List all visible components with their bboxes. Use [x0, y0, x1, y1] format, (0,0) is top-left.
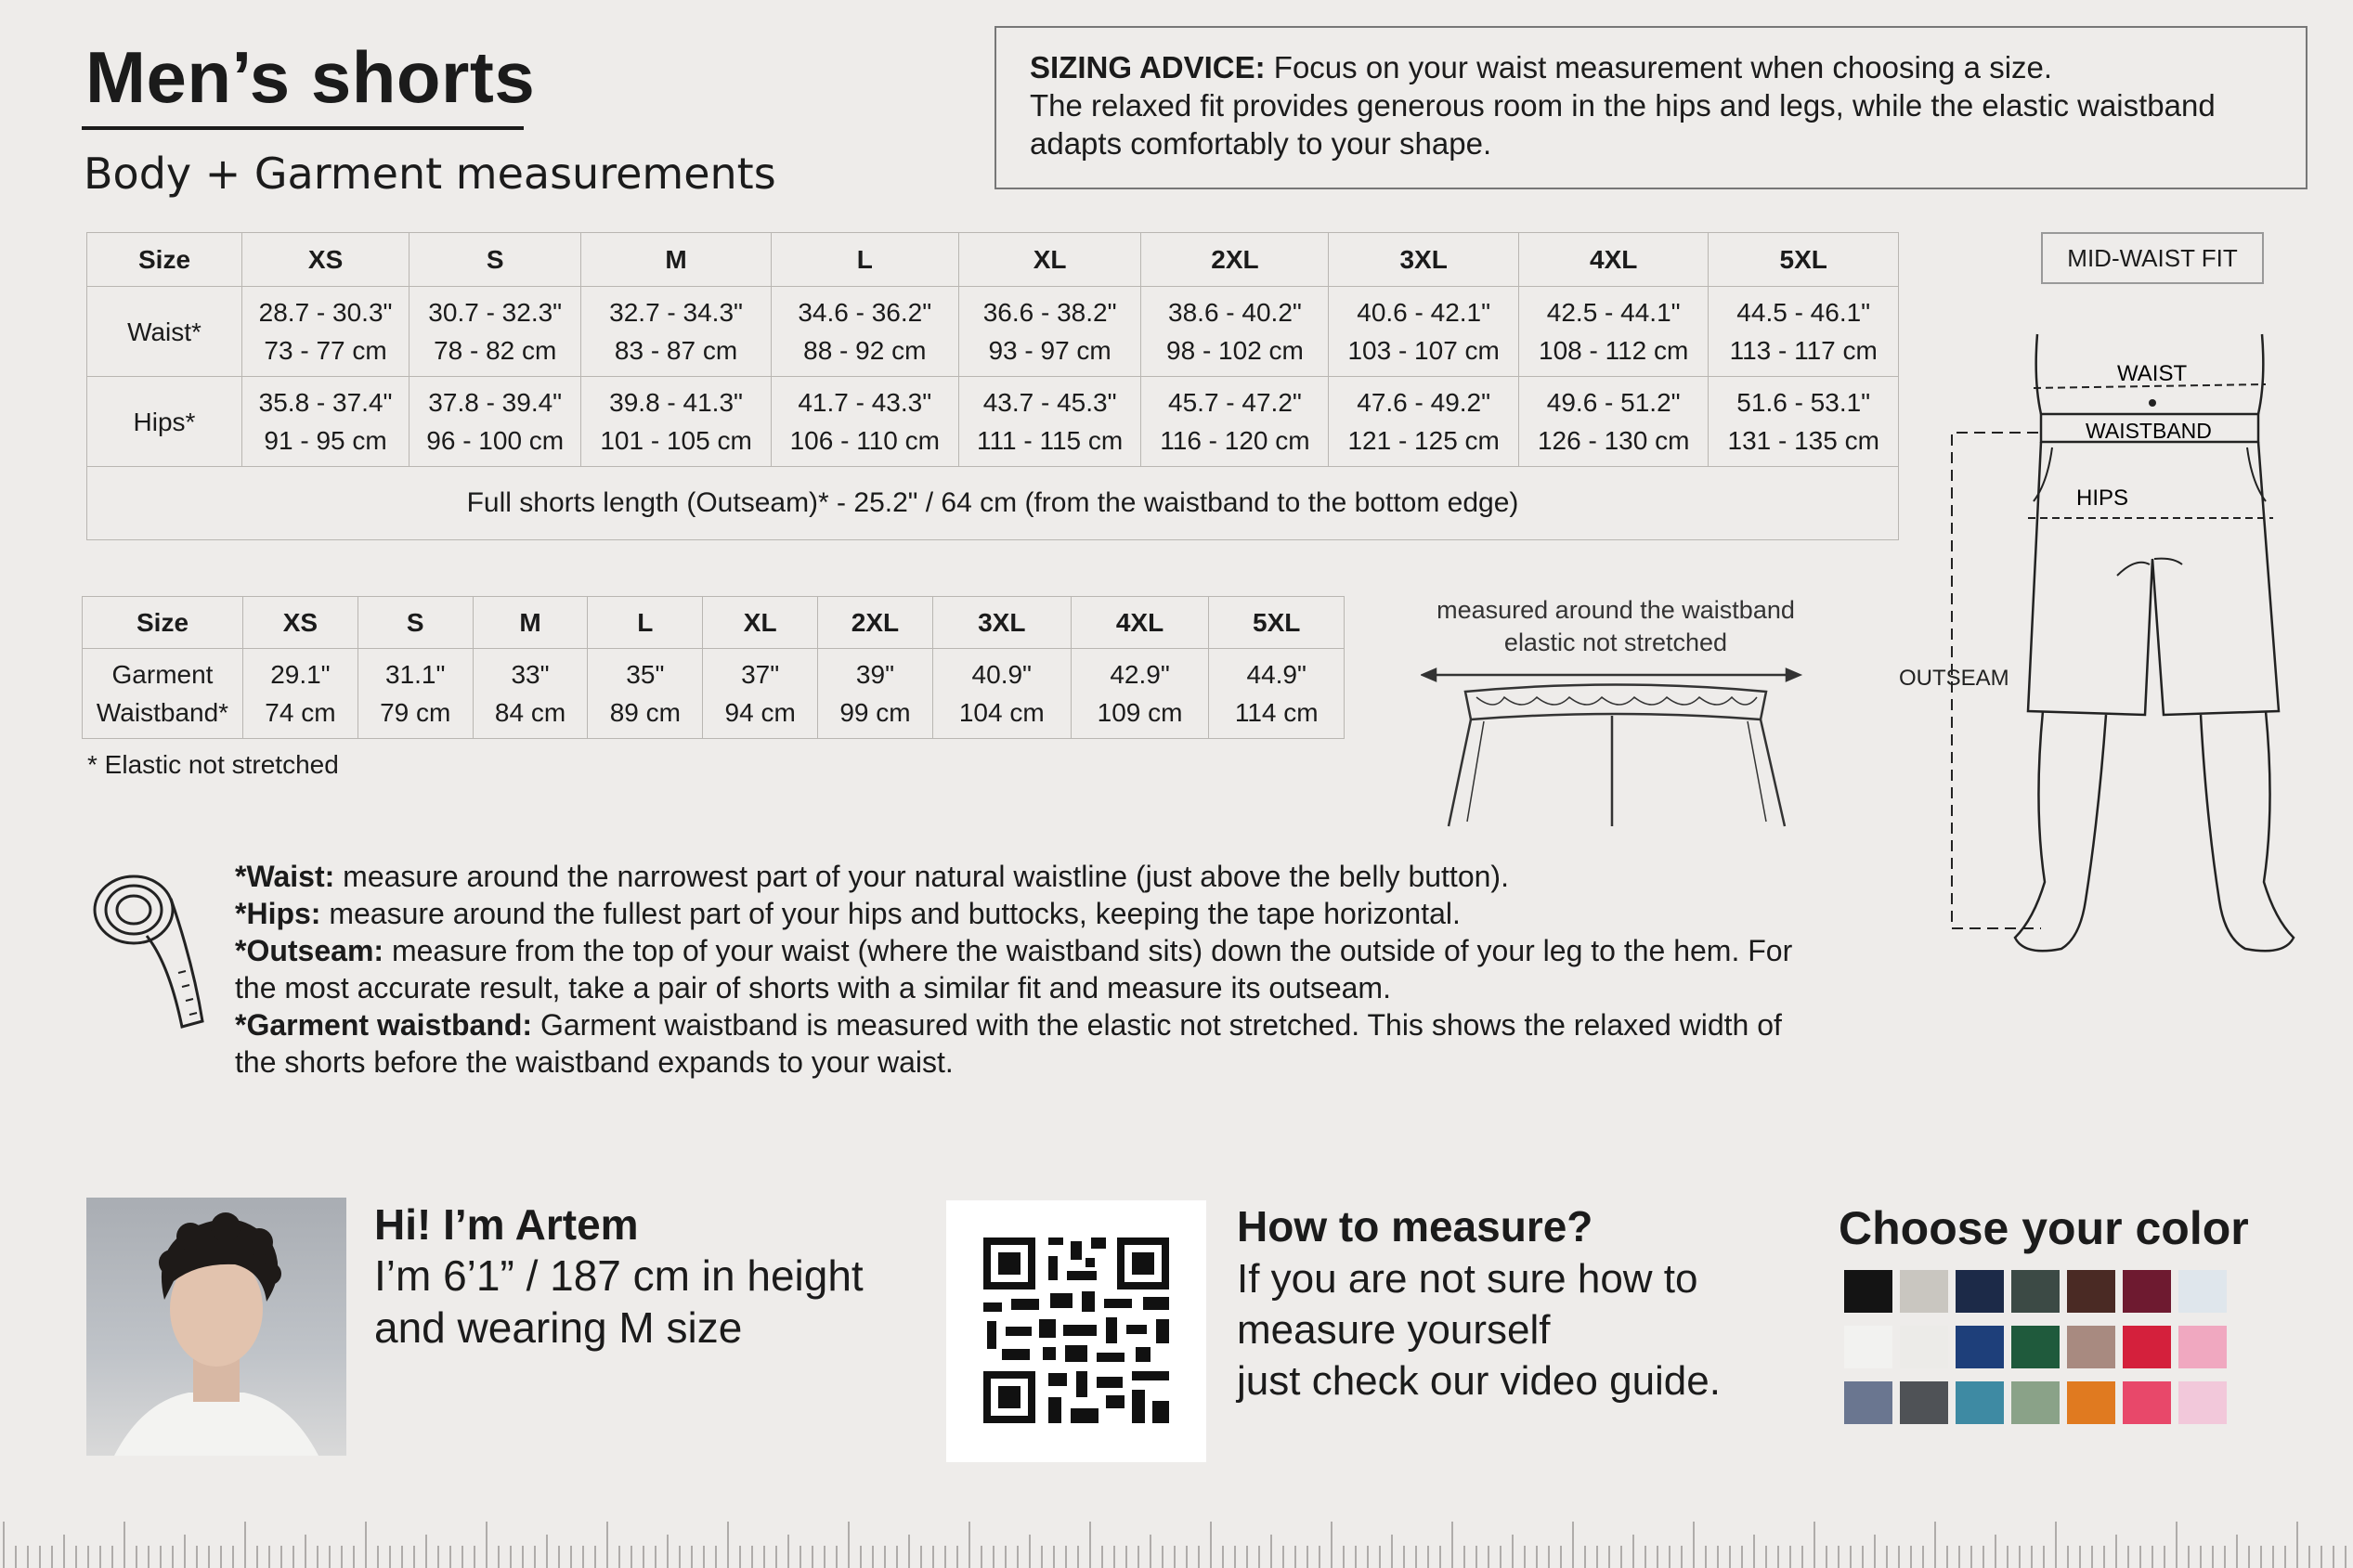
table-cell: 28.7 - 30.3" 73 - 77 cm: [242, 287, 410, 377]
waist-label: Waist*: [87, 287, 242, 377]
table-cell: 35.8 - 37.4" 91 - 95 cm: [242, 377, 410, 467]
table-cell: 30.7 - 32.3" 78 - 82 cm: [410, 287, 581, 377]
size-3xl: 3XL: [1329, 233, 1519, 287]
desc-waist: *Waist: measure around the narrowest part of your natural waistline (just above the belly button).: [235, 860, 1509, 893]
color-swatch[interactable]: [2178, 1326, 2227, 1368]
color-swatch[interactable]: [1956, 1326, 2004, 1368]
color-swatch[interactable]: [1844, 1381, 1892, 1424]
waistband-diagram: [1421, 654, 1811, 840]
color-swatch[interactable]: [2011, 1326, 2060, 1368]
size-m: M: [473, 597, 588, 649]
sizing-advice-box: [994, 26, 2308, 189]
table-cell: 42.5 - 44.1" 108 - 112 cm: [1518, 287, 1709, 377]
garment-waistband-label: Garment Waistband*: [83, 649, 243, 739]
color-swatch[interactable]: [2067, 1270, 2115, 1313]
qr-code-icon: [946, 1200, 1206, 1462]
size-header: Size: [83, 597, 243, 649]
right-leg-outline: [2201, 711, 2294, 951]
size-xs: XS: [243, 597, 358, 649]
page-title: Men’s shorts: [85, 36, 536, 118]
table-cell: 41.7 - 43.3" 106 - 110 cm: [771, 377, 958, 467]
table-cell: 37" 94 cm: [703, 649, 818, 739]
table-cell: 42.9" 109 cm: [1071, 649, 1209, 739]
table-cell: 40.6 - 42.1" 103 - 107 cm: [1329, 287, 1519, 377]
model-name: Hi! I’m Artem: [374, 1200, 639, 1249]
size-4xl: 4XL: [1071, 597, 1209, 649]
table-cell: 29.1" 74 cm: [243, 649, 358, 739]
size-s: S: [358, 597, 473, 649]
table-row-hips: [87, 377, 1899, 467]
advice-text: Focus on your waist measurement when choosing a size.: [1273, 50, 2053, 84]
choose-color-title: Choose your color: [1839, 1202, 2249, 1254]
arrow-left-icon: [1423, 669, 1436, 680]
desc-outseam: *Outseam: measure from the top of your waist (where the waistband sits) down the outside of your leg to the hem. For the most accurate result, take a pair of shorts with a similar fit and measure its outseam.: [235, 934, 1793, 1004]
elastic-footnote: * Elastic not stretched: [87, 750, 339, 779]
how-to-measure-text: If you are not sure how to measure yourself just check our video guide.: [1237, 1256, 1721, 1404]
table-cell: 39.8 - 41.3" 101 - 105 cm: [581, 377, 772, 467]
desc-garment-waistband: *Garment waistband: Garment waistband is measured with the elastic not stretched. This shows the relaxed width of the shorts before the waistband expands to your waist.: [235, 1008, 1782, 1079]
waist-text: WAIST: [2117, 361, 2188, 386]
tape-measure-icon: [89, 862, 210, 1038]
size-m: M: [581, 233, 772, 287]
color-swatch[interactable]: [2123, 1326, 2171, 1368]
waistband-caption: measured around the waistband elastic not stretched: [1436, 596, 1795, 656]
video-guide-qr-code[interactable]: [946, 1200, 1206, 1462]
advice-label: SIZING ADVICE:: [1030, 50, 1266, 84]
color-swatch[interactable]: [2178, 1270, 2227, 1313]
size-l: L: [771, 233, 958, 287]
table-cell: 35" 89 cm: [588, 649, 703, 739]
size-xl: XL: [958, 233, 1141, 287]
table-header-row: [83, 597, 1345, 649]
mid-waist-fit-label: MID-WAIST FIT: [2041, 232, 2264, 284]
size-s: S: [410, 233, 581, 287]
hips-label: Hips*: [87, 377, 242, 467]
size-header: Size: [87, 233, 242, 287]
size-l: L: [588, 597, 703, 649]
color-swatch[interactable]: [1900, 1326, 1948, 1368]
color-swatch-grid: [1844, 1270, 2229, 1428]
table-cell: 37.8 - 39.4" 96 - 100 cm: [410, 377, 581, 467]
color-swatch[interactable]: [1844, 1270, 1892, 1313]
waist-dot: [2149, 399, 2156, 407]
table-cell: 40.9" 104 cm: [932, 649, 1071, 739]
table-cell: 31.1" 79 cm: [358, 649, 473, 739]
size-3xl: 3XL: [932, 597, 1071, 649]
ruler-decoration: [0, 1495, 2353, 1568]
table-cell: 34.6 - 36.2" 88 - 92 cm: [771, 287, 958, 377]
table-cell: 45.7 - 47.2" 116 - 120 cm: [1141, 377, 1329, 467]
size-xs: XS: [242, 233, 410, 287]
hips-text: HIPS: [2076, 486, 2129, 511]
left-leg-outline: [2015, 711, 2106, 951]
color-swatch[interactable]: [2123, 1381, 2171, 1424]
shorts-outline: [2028, 442, 2279, 715]
color-swatch[interactable]: [2011, 1381, 2060, 1424]
size-4xl: 4XL: [1518, 233, 1709, 287]
waistband-text: WAISTBAND: [2086, 419, 2212, 443]
table-cell: 49.6 - 51.2" 126 - 130 cm: [1518, 377, 1709, 467]
body-measurements-table: [86, 232, 1899, 540]
color-swatch[interactable]: [2178, 1381, 2227, 1424]
color-swatch[interactable]: [1956, 1381, 2004, 1424]
color-swatch[interactable]: [2067, 1326, 2115, 1368]
table-cell: 43.7 - 45.3" 111 - 115 cm: [958, 377, 1141, 467]
table-cell: 32.7 - 34.3" 83 - 87 cm: [581, 287, 772, 377]
table-cell: 47.6 - 49.2" 121 - 125 cm: [1329, 377, 1519, 467]
size-5xl: 5XL: [1209, 597, 1345, 649]
color-swatch[interactable]: [1844, 1326, 1892, 1368]
model-photo: [86, 1198, 346, 1456]
table-row-waist: [87, 287, 1899, 377]
size-2xl: 2XL: [818, 597, 933, 649]
title-underline: [82, 126, 524, 130]
model-info: I’m 6’1” / 187 cm in height and wearing M size: [374, 1251, 864, 1352]
color-swatch[interactable]: [1900, 1270, 1948, 1313]
advice-line2: The relaxed fit provides generous room in the hips and legs, while the elastic waistband adapts comfortably to your shape.: [1030, 88, 2216, 161]
table-cell: 33" 84 cm: [473, 649, 588, 739]
table-row-full-length: [87, 467, 1899, 540]
how-to-measure-title: How to measure?: [1237, 1202, 1593, 1251]
arrow-right-icon: [1787, 669, 1800, 680]
garment-waistband-table: [82, 596, 1345, 739]
table-cell: 44.5 - 46.1" 113 - 117 cm: [1709, 287, 1899, 377]
measurement-descriptions: [235, 858, 1814, 1081]
table-header-row: [87, 233, 1899, 287]
table-cell: 38.6 - 40.2" 98 - 102 cm: [1141, 287, 1329, 377]
table-cell: 44.9" 114 cm: [1209, 649, 1345, 739]
table-row-garment-waistband: [83, 649, 1345, 739]
size-2xl: 2XL: [1141, 233, 1329, 287]
desc-hips: *Hips: measure around the fullest part of your hips and buttocks, keeping the tape horizontal.: [235, 897, 1461, 930]
page-subtitle: Body + Garment measurements: [84, 149, 776, 199]
color-swatch[interactable]: [1900, 1381, 1948, 1424]
color-swatch[interactable]: [2011, 1270, 2060, 1313]
body-fit-diagram: [1894, 325, 2331, 1003]
size-xl: XL: [703, 597, 818, 649]
full-length-note: Full shorts length (Outseam)* - 25.2" / 64 cm (from the waistband to the bottom edge): [87, 467, 1899, 540]
color-swatch[interactable]: [2067, 1381, 2115, 1424]
size-5xl: 5XL: [1709, 233, 1899, 287]
outseam-text: OUTSEAM: [1899, 666, 2009, 691]
table-cell: 39" 99 cm: [818, 649, 933, 739]
table-cell: 51.6 - 53.1" 131 - 135 cm: [1709, 377, 1899, 467]
table-cell: 36.6 - 38.2" 93 - 97 cm: [958, 287, 1141, 377]
color-swatch[interactable]: [1956, 1270, 2004, 1313]
color-swatch[interactable]: [2123, 1270, 2171, 1313]
